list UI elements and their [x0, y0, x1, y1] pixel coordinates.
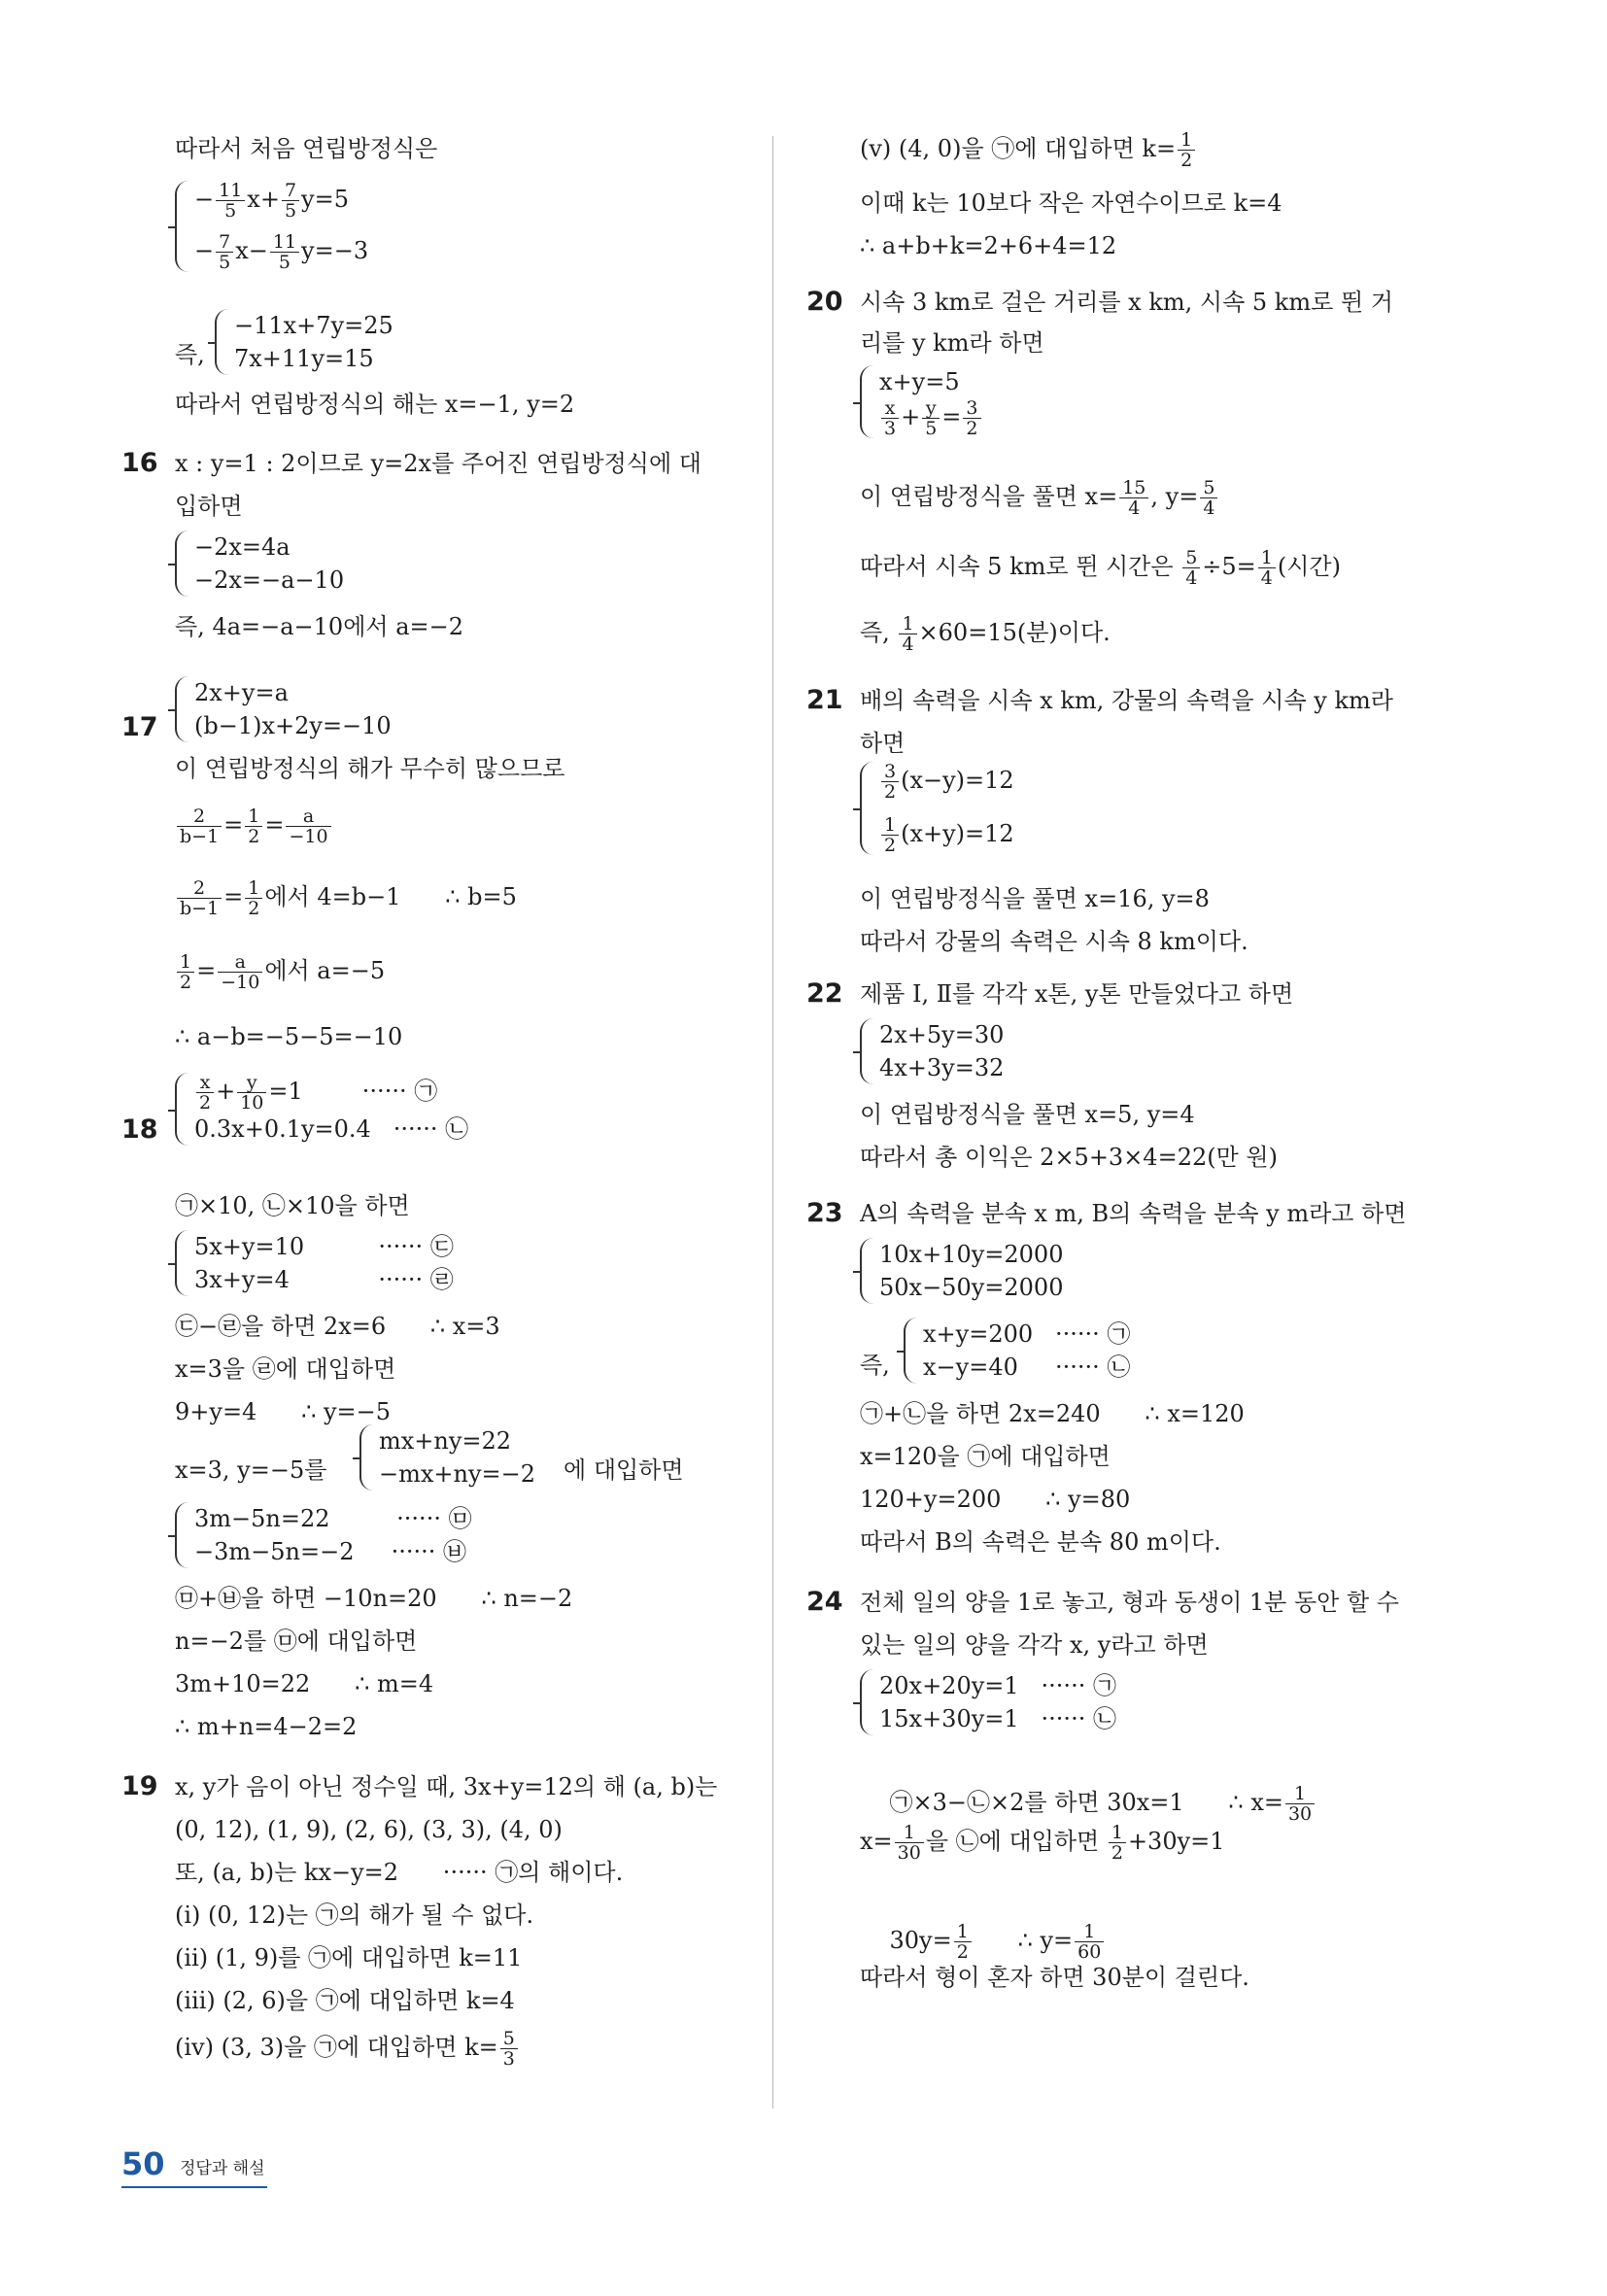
- text-line: 제품 Ⅰ, Ⅱ를 각각 x톤, y톤 만들었다고 하면: [860, 980, 1294, 1008]
- text-line: (ⅱ) (1, 9)를 ㉠에 대입하면 k=11: [175, 1944, 523, 1971]
- text-line: (ⅲ) (2, 6)을 ㉠에 대입하면 k=4: [175, 1987, 515, 2014]
- text-line: 이때 k는 10보다 작은 자연수이므로 k=4: [860, 189, 1282, 217]
- text-line: ∴ a+b+k=2+6+4=12: [860, 232, 1117, 259]
- column-divider: [772, 136, 773, 2108]
- equation-line: 따라서 시속 5 km로 뛴 시간은 $\frac{5}{4}$ ÷5= $\frac{1}{4}$ (시간): [860, 547, 1341, 589]
- equation-line: 즉, $\frac{1}{4}$ ×60=15(분)이다.: [860, 613, 1111, 655]
- equation-line: (ⅴ) (4, 0)을 ㉠에 대입하면 k= $\frac{1}{2}$: [860, 130, 1197, 170]
- equation-line: 이 연립방정식을 풀면 x= $\frac{15}{4}$ , y= $\frac{5}{4}$: [860, 478, 1219, 518]
- text-line: 따라서 총 이익은 2×5+3×4=22(만 원): [860, 1144, 1278, 1171]
- text-line: 즉, 4a=−a−10에서 a=−2: [175, 613, 463, 640]
- equation-system: $\frac{x}{2}$ + $\frac{y}{10}$ =1 ······ ㉠ 0.3x+0.1y=0.4 ······ ㉡: [175, 1073, 468, 1146]
- text-line: A의 속력을 분속 x m, B의 속력을 분속 y m라고 하면: [860, 1200, 1407, 1227]
- text-line: ㉢−㉣을 하면 2x=6 ∴ x=3: [175, 1313, 500, 1340]
- equation-system: −11x+7y=25 7x+11y=15: [215, 309, 393, 375]
- problem-number: 16: [121, 448, 158, 478]
- text-line: 시속 3 km로 걸은 거리를 x km, 시속 5 km로 뛴 거: [860, 289, 1393, 316]
- text-line: 에 대입하면: [564, 1456, 684, 1484]
- equation-line: ㉠×3−㉡×2를 하면 30x=1 ∴ x= $\frac{1}{30}$: [860, 1755, 1316, 1853]
- text-line: (0, 12), (1, 9), (2, 6), (3, 3), (4, 0): [175, 1816, 563, 1843]
- equation-system: 3m−5n=22 ······ ㉤ −3m−5n=−2 ······ ㉥: [175, 1502, 472, 1568]
- equation-system: 5x+y=10 ······ ㉢ 3x+y=4 ······ ㉣: [175, 1230, 454, 1296]
- problem-number: 20: [806, 287, 843, 317]
- text-line: ㉤+㉥을 하면 −10n=20 ∴ n=−2: [175, 1585, 573, 1612]
- text-line: 즉,: [175, 341, 205, 368]
- text-line: 이 연립방정식을 풀면 x=16, y=8: [860, 885, 1210, 912]
- equation-line: $\frac{2}{b-1}$ = $\frac{1}{2}$ 에서 4=b−1 ∴ b=5: [175, 878, 517, 918]
- text-line: 따라서 연립방정식의 해는 x=−1, y=2: [175, 391, 575, 418]
- text-line: 배의 속력을 시속 x km, 강물의 속력을 시속 y km라: [860, 687, 1393, 714]
- equation-system: − $\frac{11}{5}$ x+ $\frac{7}{5}$ y=5 − $\frac{7}{5}$ x− $\frac{11}{5}$ y=−3: [175, 181, 368, 272]
- text-line: 이 연립방정식을 풀면 x=5, y=4: [860, 1101, 1195, 1128]
- equation-system: 2x+5y=30 4x+3y=32: [860, 1018, 1004, 1084]
- text-line: 이 연립방정식의 해가 무수히 많으므로: [175, 755, 565, 782]
- text-line: x, y가 음이 아닌 정수일 때, 3x+y=12의 해 (a, b)는: [175, 1773, 718, 1800]
- text-line: 9+y=4 ∴ y=−5: [175, 1398, 392, 1425]
- equation-line: 30y= $\frac{1}{2}$ ∴ y= $\frac{1}{60}$: [860, 1893, 1106, 1991]
- text-line: 120+y=200 ∴ y=80: [860, 1486, 1131, 1513]
- equation-line: $\frac{2}{b-1}$ = $\frac{1}{2}$ = $\frac{a}{-10}$: [175, 806, 333, 846]
- equation-line: (ⅳ) (3, 3)을 ㉠에 대입하면 k= $\frac{5}{3}$: [175, 2029, 520, 2069]
- text-line: x=3, y=−5를: [175, 1456, 327, 1484]
- equation-system: 2x+y=a (b−1)x+2y=−10: [175, 676, 392, 742]
- text-line: x : y=1 : 2이므로 y=2x를 주어진 연립방정식에 대: [175, 450, 701, 477]
- text-line: x=120을 ㉠에 대입하면: [860, 1443, 1111, 1470]
- equation-system: 20x+20y=1 ······ ㉠ 15x+30y=1 ······ ㉡: [860, 1669, 1116, 1735]
- problem-number: 19: [121, 1771, 158, 1801]
- text-line: x=3을 ㉣에 대입하면: [175, 1355, 396, 1383]
- equation-system: 10x+10y=2000 50x−50y=2000: [860, 1238, 1063, 1304]
- text-line: ∴ a−b=−5−5=−10: [175, 1023, 403, 1050]
- text-line: 전체 일의 양을 1로 놓고, 형과 동생이 1분 동안 할 수: [860, 1589, 1399, 1616]
- text-line: 즉,: [860, 1352, 890, 1379]
- text-line: 따라서 B의 속력은 분속 80 m이다.: [860, 1528, 1221, 1556]
- text-line: ∴ m+n=4−2=2: [175, 1713, 358, 1740]
- text-line: 또, (a, b)는 kx−y=2 ······ ㉠의 해이다.: [175, 1859, 624, 1886]
- problem-number: 18: [121, 1114, 158, 1145]
- footer-rule: [121, 2186, 267, 2188]
- problem-number: 23: [806, 1198, 843, 1228]
- text-line: 입하면: [175, 493, 243, 520]
- text-line: 따라서 처음 연립방정식은: [175, 135, 438, 162]
- equation-system: −2x=4a −2x=−a−10: [175, 531, 344, 597]
- problem-number: 24: [806, 1587, 843, 1617]
- equation-system: x+y=200 ······ ㉠ x−y=40 ······ ㉡: [904, 1318, 1130, 1384]
- text-line: ㉠+㉡을 하면 2x=240 ∴ x=120: [860, 1400, 1245, 1427]
- text-line: 있는 일의 양을 각각 x, y라고 하면: [860, 1631, 1209, 1659]
- text-line: 하면: [860, 730, 906, 757]
- equation-system: $\frac{3}{2}$ (x−y)=12 $\frac{1}{2}$ (x+y)=12: [860, 762, 1014, 855]
- page-number: 50: [121, 2145, 165, 2182]
- text-line: 3m+10=22 ∴ m=4: [175, 1670, 434, 1697]
- problem-number: 17: [121, 712, 158, 742]
- text-line: 따라서 강물의 속력은 시속 8 km이다.: [860, 928, 1248, 955]
- equation-system: x+y=5 $\frac{x}{3}$ + $\frac{y}{5}$ = $\frac{3}{2}$: [860, 365, 983, 438]
- footer-label: 정답과 해설: [180, 2159, 265, 2178]
- text-line: n=−2를 ㉤에 대입하면: [175, 1628, 418, 1655]
- problem-number: 21: [806, 685, 843, 715]
- equation-line: x= $\frac{1}{30}$ 을 ㉡에 대입하면 $\frac{1}{2}$ +30y=1: [860, 1822, 1225, 1864]
- text-line: 따라서 형이 혼자 하면 30분이 걸린다.: [860, 1964, 1249, 1991]
- text-line: 리를 y km라 하면: [860, 329, 1044, 357]
- text-line: (ⅰ) (0, 12)는 ㉠의 해가 될 수 없다.: [175, 1902, 534, 1929]
- text-line: ㉠×10, ㉡×10을 하면: [175, 1192, 410, 1219]
- problem-number: 22: [806, 978, 843, 1009]
- equation-system: mx+ny=22 −mx+ny=−2: [359, 1424, 535, 1491]
- equation-line: $\frac{1}{2}$ = $\frac{a}{-10}$ 에서 a=−5: [175, 952, 385, 992]
